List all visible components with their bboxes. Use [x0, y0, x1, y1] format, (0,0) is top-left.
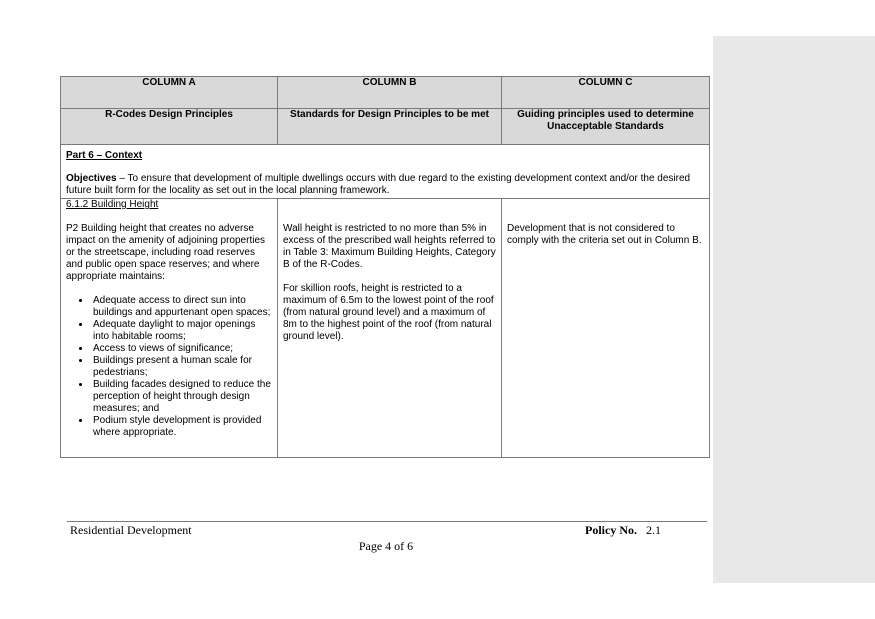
list-item: • Podium style development is provided where appropriate.	[91, 415, 272, 439]
list-item: • Adequate access to direct sun into buildings and appurtenant open spaces;	[91, 295, 272, 319]
column-c-subheader: Guiding principles used to determine Unacceptable Standards	[502, 109, 710, 145]
part-title: Part 6 – Context	[66, 150, 143, 161]
objectives-label: Objectives	[66, 173, 117, 184]
policy-value: 2.1	[646, 523, 661, 537]
list-item: • Access to views of significance;	[91, 343, 272, 355]
table-header-row	[61, 77, 710, 109]
policy-label: Policy No.	[585, 523, 637, 537]
section-heading: 6.1.2 Building Height	[66, 199, 159, 210]
footer-divider	[67, 521, 707, 522]
column-a-header: COLUMN A	[61, 77, 278, 109]
list-item: • Building facades designed to reduce the perception of height through design measures; and	[91, 379, 272, 415]
building-height-row	[61, 199, 710, 458]
list-item: • Buildings present a human scale for pedestrians;	[91, 355, 272, 379]
standard-wall-height: Wall height is restricted to no more than 5% in excess of the prescribed wall heights referred to in Table 3: Maximum Building Heights, Category B of the R-Codes.	[283, 223, 496, 270]
principle-text: P2 Building height that creates no adverse impact on the amenity of adjoining properties or the streetscape, including road reserves and public open space reserves; and where appropriate maintains:	[66, 223, 266, 282]
context-cell	[61, 145, 710, 199]
column-b-subheader: Standards for Design Principles to be met	[278, 109, 502, 145]
objectives-paragraph	[66, 173, 704, 197]
column-a-subheader: R-Codes Design Principles	[61, 109, 278, 145]
footer-policy-number	[585, 523, 661, 538]
page-number: Page 4 of 6	[358, 539, 414, 553]
comment-margin-panel	[713, 36, 875, 583]
policy-table	[60, 76, 710, 458]
footer-document-title: Residential Development	[70, 523, 192, 537]
column-c-cell	[502, 199, 710, 458]
standard-skillion-roofs: For skillion roofs, height is restricted to a maximum of 6.5m to the lowest point of the roof (from natural ground level) and a maximum of 8m to the highest point of the roof (from natural ground level).	[283, 283, 494, 342]
column-b-header: COLUMN B	[278, 77, 502, 109]
guiding-principle-text: Development that is not considered to comply with the criteria set out in Column B.	[507, 223, 702, 246]
table-subheader-row	[61, 109, 710, 145]
principle-bullet-list	[66, 295, 272, 439]
list-item: • Adequate daylight to major openings into habitable rooms;	[91, 319, 272, 343]
objectives-text: – To ensure that development of multiple dwellings occurs with due regard to the existing development context and/or the desired future built form for the locality as set out in the local planning framework.	[66, 173, 691, 196]
column-a-cell	[61, 199, 278, 458]
column-c-header: COLUMN C	[502, 77, 710, 109]
column-b-cell	[278, 199, 502, 458]
context-row	[61, 145, 710, 199]
